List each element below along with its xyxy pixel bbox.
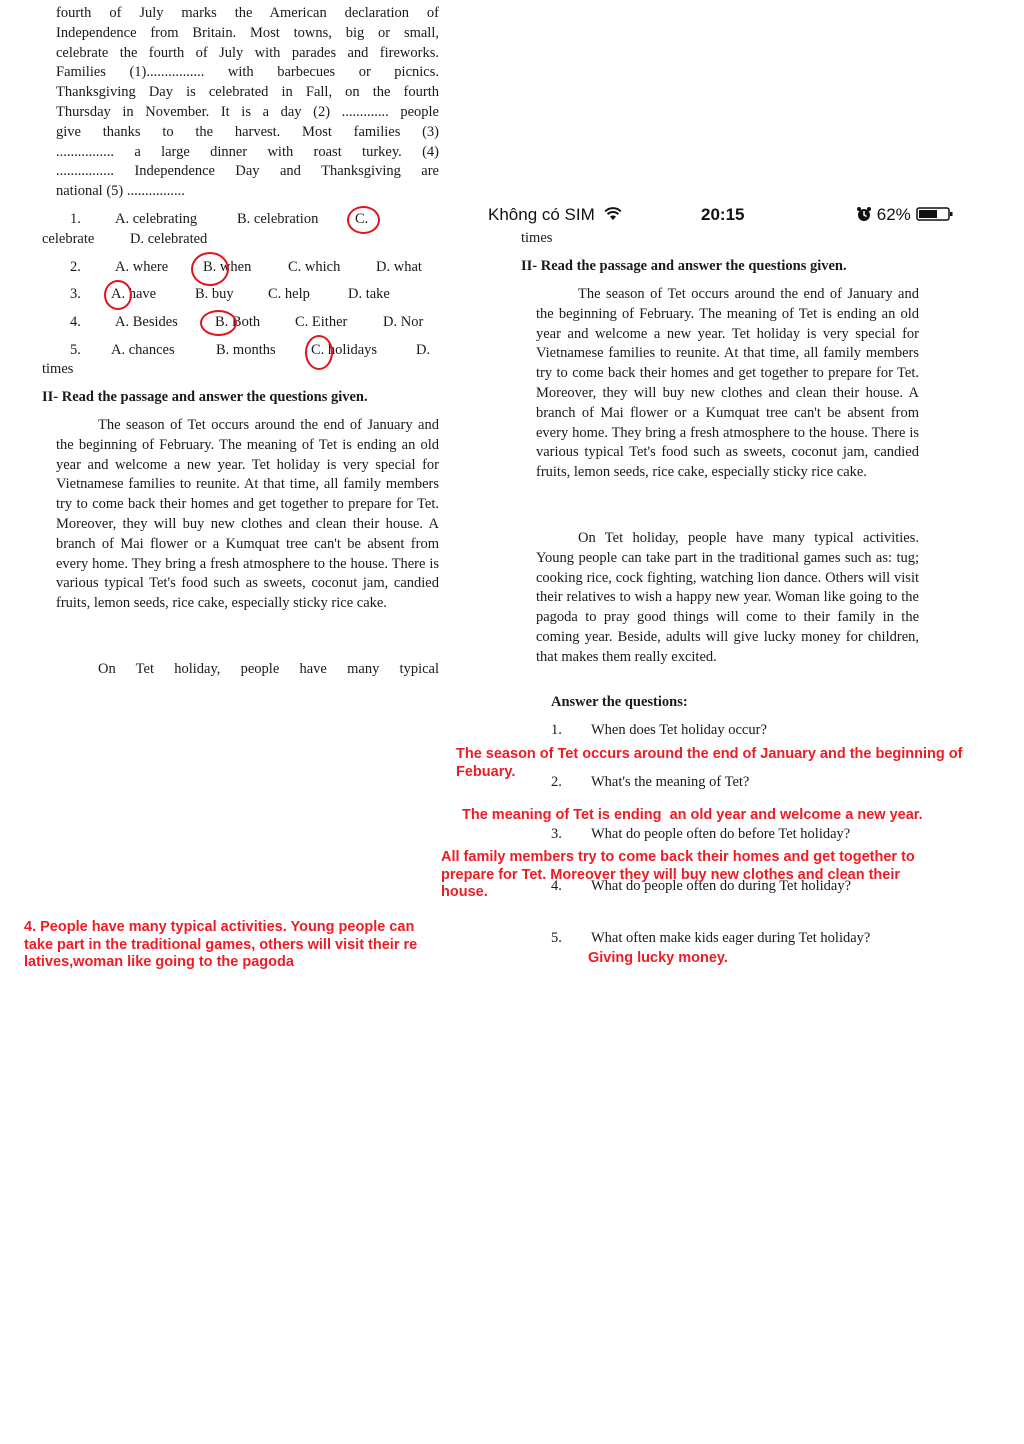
mcq-4-c: C. Either: [295, 314, 348, 330]
mcq-1-num: 1.: [70, 211, 81, 227]
mcq-3-d: D. take: [348, 286, 390, 302]
mcq-5-a: A. chances: [111, 342, 175, 358]
answer-circle-5: [305, 335, 333, 370]
answer-5: Giving lucky money.: [588, 950, 728, 966]
passage-line: Thanksgiving Day is celebrated in Fall, on the fourth: [56, 84, 439, 101]
battery-icon: [916, 206, 954, 222]
question-num: 3.: [551, 826, 562, 842]
left-passage-para2: [56, 660, 439, 689]
passage-line: ................ a large dinner with roast turkey. (4): [56, 143, 439, 160]
passage-line: give thanks to the harvest. Most families (3): [56, 123, 439, 140]
question-text: What's the meaning of Tet?: [591, 774, 750, 790]
answer-circle-2: [191, 252, 229, 286]
mcq-3-a: A. have: [111, 286, 157, 302]
question-text: What do people often do during Tet holiday?: [591, 878, 852, 894]
question-num: 5.: [551, 930, 562, 946]
answer-1: The season of Tet occurs around the end of January and the beginning of Febuary.: [456, 746, 963, 780]
question-5: [551, 930, 870, 947]
carrier-label: Không có SIM: [488, 205, 595, 224]
mcq-4-num: 4.: [70, 314, 81, 330]
answer-circle-3: [104, 280, 132, 310]
mcq-2-num: 2.: [70, 259, 81, 275]
mcq-4-d: D. Nor: [383, 314, 424, 330]
question-text: What often make kids eager during Tet holiday?: [591, 930, 871, 946]
mcq-3-num: 3.: [70, 286, 81, 302]
mcq-1-a: A. celebrating: [115, 211, 198, 227]
paragraph: The season of Tet occurs around the end of January and the beginning of February. The meaning of Tet is ending an old year and welcome a new year. Tet holiday is very special for Vietnamese families to reunite. At that time, all family members try to come back their homes and get together to prepare for Tet. Moreover, they will buy new clothes and clean their house. A branch of Mai flower or a Kumquat tree can't be absent from every home. They bring a fresh atmosphere to the house. There is various typical Tet's food such as sweets, coconut jam, candied fruits, lemon seeds, rice cake, especially sticky rice cake.: [536, 286, 919, 481]
mcq-1-d: D. celebrated: [130, 231, 208, 247]
right-section-heading: II- Read the passage and answer the questions given.: [521, 258, 847, 274]
right-times-word: times: [521, 230, 553, 246]
question-num: 2.: [551, 774, 562, 790]
alarm-icon: [856, 206, 872, 222]
answer-circle-4: [200, 310, 237, 336]
left-section-heading: II- Read the passage and answer the questions given.: [42, 389, 368, 405]
mcq-4-b: B. Both: [215, 314, 261, 330]
passage-line: Independence from Britain. Most towns, big or small,: [56, 24, 439, 41]
status-battery: [856, 205, 954, 225]
question-1: [551, 722, 767, 739]
question-3: [551, 826, 850, 843]
battery-percent: 62%: [876, 205, 911, 224]
passage-line: celebrate the fourth of July with parades and fireworks.: [56, 44, 439, 61]
paragraph: The season of Tet occurs around the end of January and the beginning of February. The meaning of Tet is ending an old year and welcome a new year. Tet holiday is very special for Vietnamese families to reunite. At that time, all family members try to come back their homes and get together to prepare for Tet. Moreover, they will buy new clothes and clean their house. A branch of Mai flower or a Kumquat tree can't be absent from every home. They bring a fresh atmosphere to the house. There is various typical Tet's food such as sweets, coconut jam, candied fruits, lemon seeds, rice cake, especially sticky rice cake.: [56, 417, 439, 612]
answer-heading: Answer the questions:: [551, 694, 688, 710]
answer-4: 4. People have many typical activities. Young people can take part in the traditional games, others will visit their re latives,woman like going to the pagoda: [24, 919, 418, 970]
passage-line: Families (1)................ with barbecues or picnics.: [56, 64, 439, 81]
status-carrier: [488, 205, 622, 225]
mcq-5-b: B. months: [216, 342, 276, 358]
question-text: What do people often do before Tet holiday?: [591, 826, 851, 842]
mcq-1-b: B. celebration: [237, 211, 319, 227]
paragraph: On Tet holiday, people have many typical activities. Young people can take part in the traditional games such as: tug; cooking rice, cock fighting, watching lion dance. Others will visit their relatives to wish a happy new year. Woman like going to the pagoda to pray good things will come to their family in the coming year. Beside, adults will give lucky money for children, that makes them really excited.: [536, 530, 919, 665]
passage-line: fourth of July marks the American declaration of: [56, 5, 439, 21]
mcq-3-c: C. help: [268, 286, 310, 302]
mcq-5-d: D.: [416, 342, 431, 358]
mcq-2-c: C. which: [288, 259, 341, 275]
mcq-2-d: D. what: [376, 259, 422, 275]
passage-line: ................ Independence Day and Thanksgiving are: [56, 163, 439, 180]
answer-2: The meaning of Tet is ending an old year and welcome a new year.: [462, 807, 923, 823]
question-num: 1.: [551, 722, 562, 738]
status-time: 20:15: [701, 205, 745, 224]
mcq-5-c: C. holidays: [311, 342, 378, 358]
answer-3: All family members try to come back their homes and get together to prepare for Tet. Moreover they will buy new clothes and clean their house.: [441, 849, 915, 900]
wifi-icon: [604, 207, 622, 221]
question-text: When does Tet holiday occur?: [591, 722, 767, 738]
mcq-3-b: B. buy: [195, 286, 234, 302]
passage-line: Thursday in November. It is a day (2) ............. people: [56, 103, 439, 120]
passage-line: national (5) ................: [56, 183, 185, 200]
mcq-5-num: 5.: [70, 342, 81, 358]
left-passage-top: [56, 4, 439, 202]
mcq-2-b: B. when: [203, 259, 252, 275]
paragraph: On Tet holiday, people have many typical: [98, 661, 439, 677]
right-passage-para1: [536, 285, 919, 483]
mcq-4-a: A. Besides: [115, 314, 178, 330]
answer-circle-1: [347, 206, 380, 234]
question-num: 4.: [551, 878, 562, 894]
mcq-2-a: A. where: [115, 259, 169, 275]
mcq-1-cont: celebrate: [42, 231, 95, 247]
mcq-5-cont: times: [42, 361, 74, 377]
mcq-1-c: C.: [355, 211, 369, 227]
left-passage-para1: [56, 416, 439, 614]
right-passage-para2: [536, 529, 919, 668]
